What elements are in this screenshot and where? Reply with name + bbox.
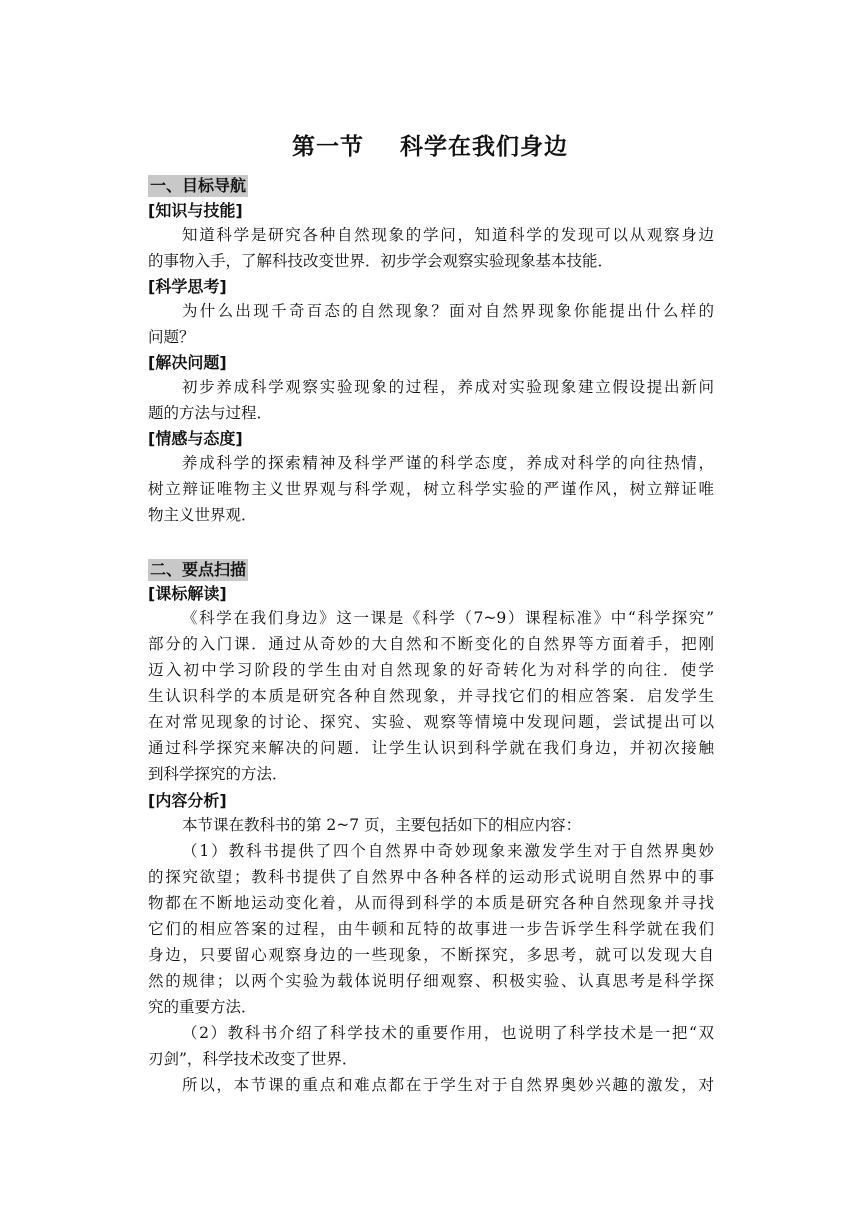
text-line: 究的重要方法． [148,998,257,1016]
text-line: （1）教科书提供了四个自然界中奇妙现象来激发学生对于自然界奥妙 [182,842,714,860]
subheading-content-analysis: [内容分析] [148,791,227,810]
text-line: 问题？ [148,328,195,346]
text-line: （2）教科书介绍了科学技术的重要作用，也说明了科学技术是一把“双 [182,1024,714,1042]
paragraph-content-analysis [148,812,714,1098]
text-line: 它们的相应答案的过程，由牛顿和瓦特的故事进一步告诉学生科学就在我们 [148,920,714,938]
subheading-knowledge-skills: [知识与技能] [148,201,243,220]
subheading-curriculum-reading: [课标解读] [148,584,227,603]
text-line: 养成科学的探索精神及科学严谨的科学态度，养成对科学的向往热情， [182,454,714,472]
paragraph-problem-solving [148,374,714,426]
text-line: 物都在不断地运动变化着，从而得到科学的本质是研究各种自然现象并寻找 [148,894,714,912]
section-heading-goals: 一、目标导航 [150,176,247,195]
text-line: 部分的入门课．通过从奇妙的大自然和不断变化的自然界等方面着手，把刚 [148,635,714,653]
text-line: 初步养成科学观察实验现象的过程，养成对实验现象建立假设提出新问 [182,378,714,396]
text-line: 本节课在教科书的第 2~7 页，主要包括如下的相应内容： [182,816,582,834]
text-line: 为什么出现千奇百态的自然现象？面对自然界现象你能提出什么样的 [182,302,714,320]
paragraph-knowledge-skills [148,222,714,274]
text-line: 知道科学是研究各种自然现象的学问，知道科学的发现可以从观察身边 [182,226,714,244]
text-line: 通过科学探究来解决的问题．让学生认识到科学就在我们身边，并初次接触 [148,739,714,757]
text-line: 《科学在我们身边》这一课是《科学（7~9）课程标准》中“科学探究” [182,609,714,627]
text-line: 然的规律；以两个实验为载体说明仔细观察、积极实验、认真思考是科学探 [148,972,714,990]
paragraph-scientific-thinking [148,298,714,350]
subheading-scientific-thinking: [科学思考] [148,277,227,296]
text-line: 迈入初中学习阶段的学生由对自然现象的好奇转化为对科学的向往．使学 [148,661,714,679]
text-line: 的探究欲望；教科书提供了自然界中各种各样的运动形式说明自然界中的事 [148,868,714,886]
text-line: 刃剑”，科学技术改变了世界． [148,1050,358,1068]
text-line: 身边，只要留心观察身边的一些现象，不断探究，多思考，就可以发现大自 [148,946,714,964]
text-line: 的事物入手，了解科技改变世界．初步学会观察实验现象基本技能． [148,252,614,270]
text-line: 物主义世界观． [148,506,257,524]
text-line: 树立辩证唯物主义世界观与科学观，树立科学实验的严谨作风，树立辩证唯 [148,480,714,498]
text-line: 生认识科学的本质是研究各种自然现象，并寻找它们的相应答案．启发学生 [148,687,714,705]
text-line: 在对常见现象的讨论、探究、实验、观察等情境中发现问题，尝试提出可以 [148,713,714,731]
text-line: 所以，本节课的重点和难点都在于学生对于自然界奥妙兴趣的激发，对 [182,1076,714,1094]
text-line: 题的方法与过程． [148,404,273,422]
paragraph-emotion-attitude [148,450,714,528]
text-line: 到科学探究的方法． [148,765,288,783]
section-heading-key-points: 二、要点扫描 [150,560,247,579]
paragraph-curriculum-reading [148,605,714,787]
subheading-emotion-attitude: [情感与态度] [148,429,243,448]
subheading-problem-solving: [解决问题] [148,353,227,372]
page-title: 第一节 科学在我们身边 [291,134,569,160]
